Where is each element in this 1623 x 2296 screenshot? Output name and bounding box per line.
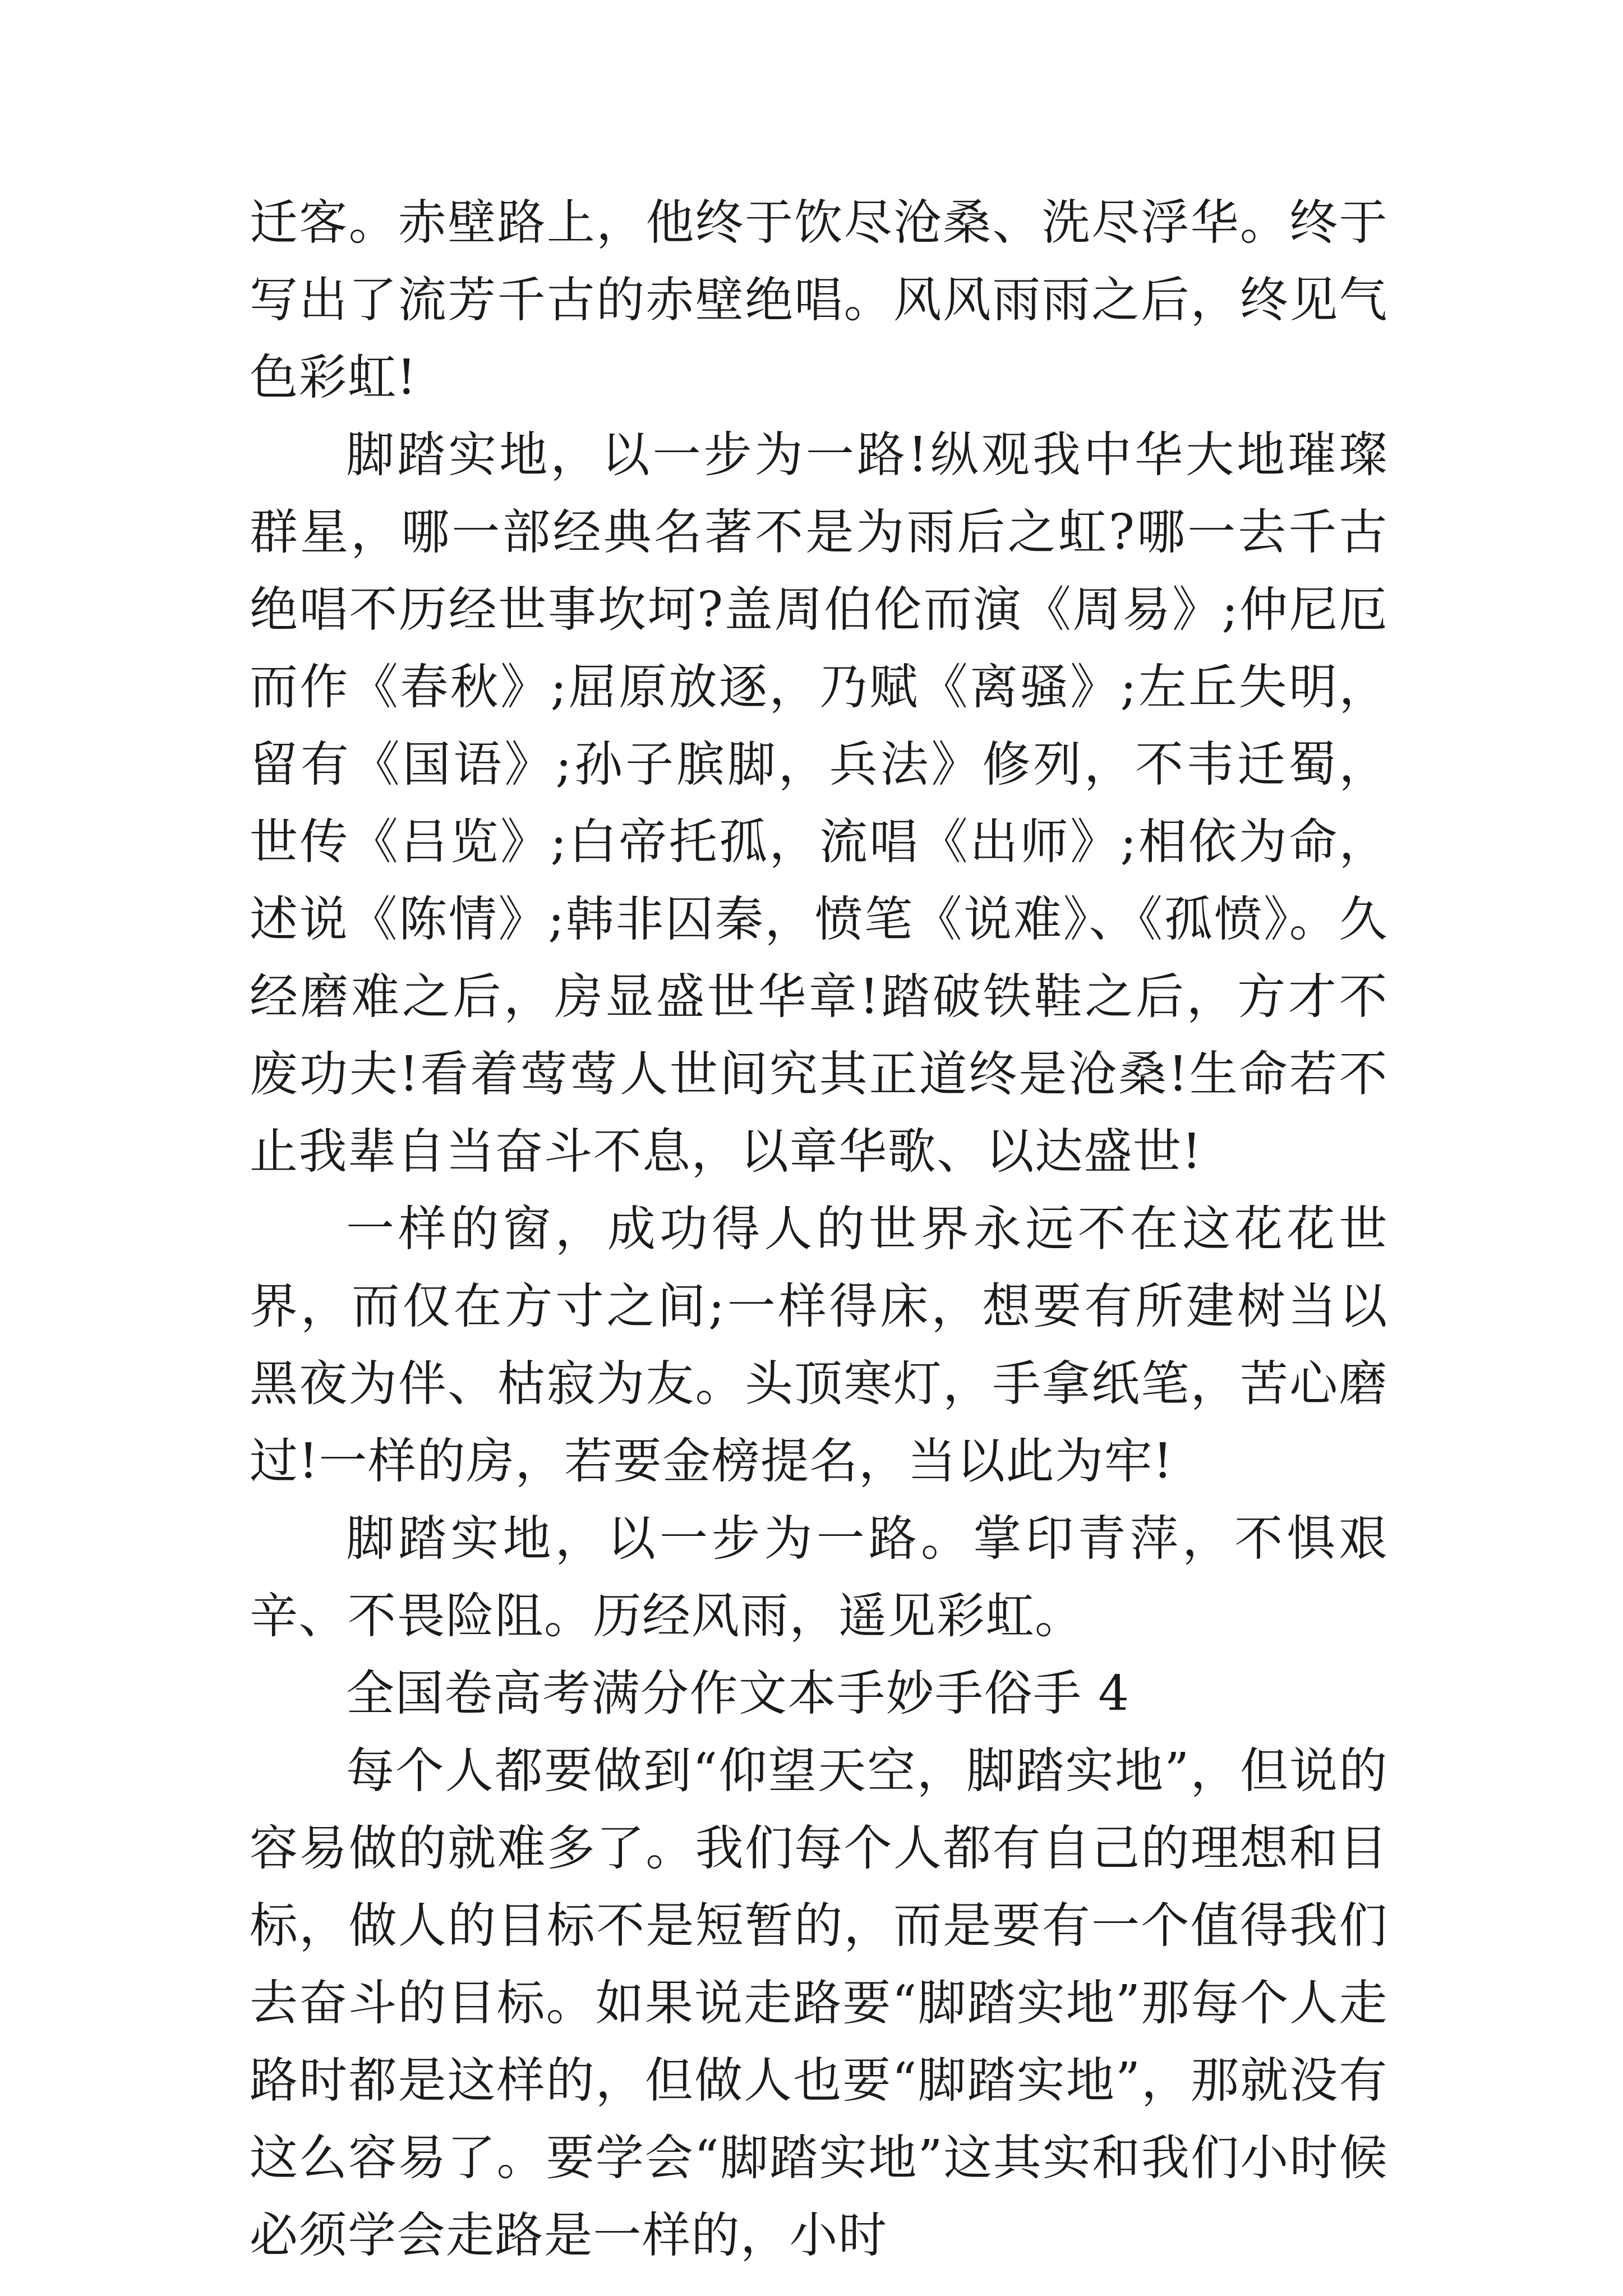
paragraph-2: 脚踏实地，以一步为一路!纵观我中华大地璀璨群星，哪一部经典名著不是为雨后之虹?哪一去千古绝唱不历经世事坎坷?盖周伯伦而演《周易》;仲尼厄而作《春秋》;屈原放逐，乃赋《离骚》;左丘失明，留有《国语》;孙子膑脚，兵法》修列，不韦迁蜀，世传《吕览》;白帝托孤，流唱《出师》;相依为命，述说《陈情》;韩非囚秦，愤笔《说难》、《孤愤》。久经磨难之后，房显盛世华章!踏破铁鞋之后，方才不废功夫!看着莺莺人世间究其正道终是沧桑!生命若不止我辈自当奋斗不息，以章华歌、以达盛世! xyxy=(250,427,1388,1180)
section-heading: 全国卷高考满分作文本手妙手俗手 4 xyxy=(346,1665,1130,1722)
paragraph-1: 迁客。赤壁路上，他终于饮尽沧桑、洗尽浮华。终于写出了流芳千古的赤壁绝唱。风风雨雨之后，终见气色彩虹! xyxy=(250,195,1388,406)
body-text xyxy=(250,184,1388,2274)
paragraph-3: 一样的窗，成功得人的世界永远不在这花花世界，而仅在方寸之间;一样得床，想要有所建树当以黑夜为伴、枯寂为友。头顶寒灯，手拿纸笔，苦心磨过!一样的房，若要金榜提名，当以此为牢! xyxy=(250,1201,1388,1489)
paragraph-5: 每个人都要做到“仰望天空，脚踏实地”，但说的容易做的就难多了。我们每个人都有自己的理想和目标，做人的目标不是短暂的，而是要有一个值得我们去奋斗的目标。如果说走路要“脚踏实地”那每个人走路时都是这样的，但做人也要“脚踏实地”，那就没有这么容易了。要学会“脚踏实地”这其实和我们小时候必须学会走路是一样的，小时 xyxy=(250,1743,1388,2263)
paragraph-4: 脚踏实地，以一步为一路。掌印青萍，不惧艰辛、不畏险阻。历经风雨，遥见彩虹。 xyxy=(250,1511,1388,1644)
